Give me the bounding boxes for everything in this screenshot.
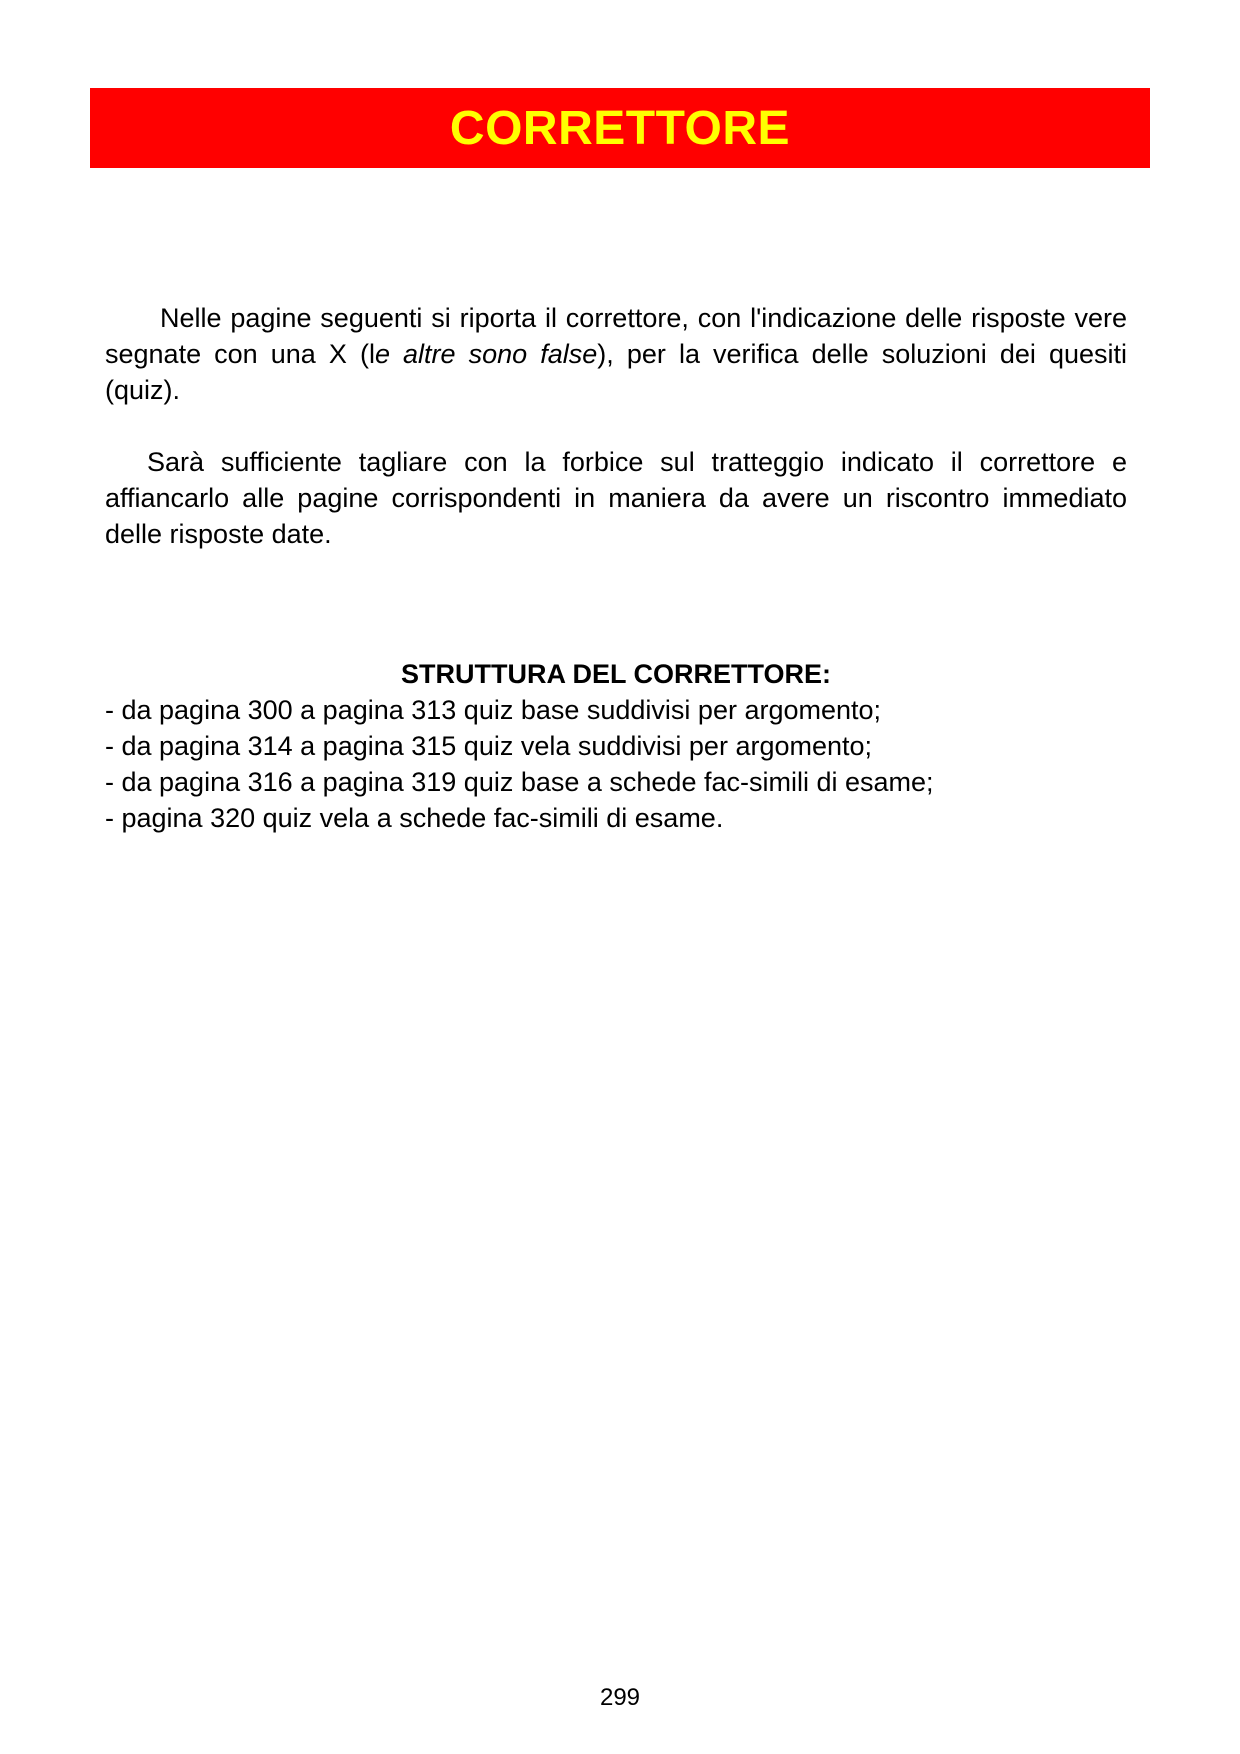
page-number: 299 (599, 1684, 641, 1711)
intro-paragraph-1-part-2: ), per la verifica delle soluzioni dei quesiti (quiz). (105, 339, 1128, 405)
structure-section (105, 656, 1127, 836)
intro-text (105, 300, 1127, 552)
title-banner (90, 88, 1150, 168)
structure-item: - da pagina 316 a pagina 319 quiz base a schede fac-simili di esame; (105, 767, 934, 797)
structure-list (105, 692, 1127, 836)
intro-paragraph-1-part-1: Nelle pagine seguenti si riporta il correttore, con l'indicazione delle risposte vere segnate con una X (l (105, 303, 1127, 369)
structure-item: - da pagina 300 a pagina 313 quiz base suddivisi per argomento; (105, 695, 882, 725)
intro-paragraph-2: Sarà sufficiente tagliare con la forbice sul tratteggio indicato il correttore e affiancarlo alle pagine corrispondenti in maniera da avere un riscontro immediato delle risposte date. (105, 447, 1127, 549)
intro-paragraph-1 (105, 300, 1127, 408)
structure-item: - pagina 320 quiz vela a schede fac-simili di esame. (105, 803, 724, 833)
structure-item: - da pagina 314 a pagina 315 quiz vela suddivisi per argomento; (105, 731, 873, 761)
page-title: CORRETTORE (449, 101, 791, 155)
intro-paragraph-1-italic: e altre sono false (374, 339, 598, 369)
structure-heading: STRUTTURA DEL CORRETTORE: (401, 659, 831, 689)
